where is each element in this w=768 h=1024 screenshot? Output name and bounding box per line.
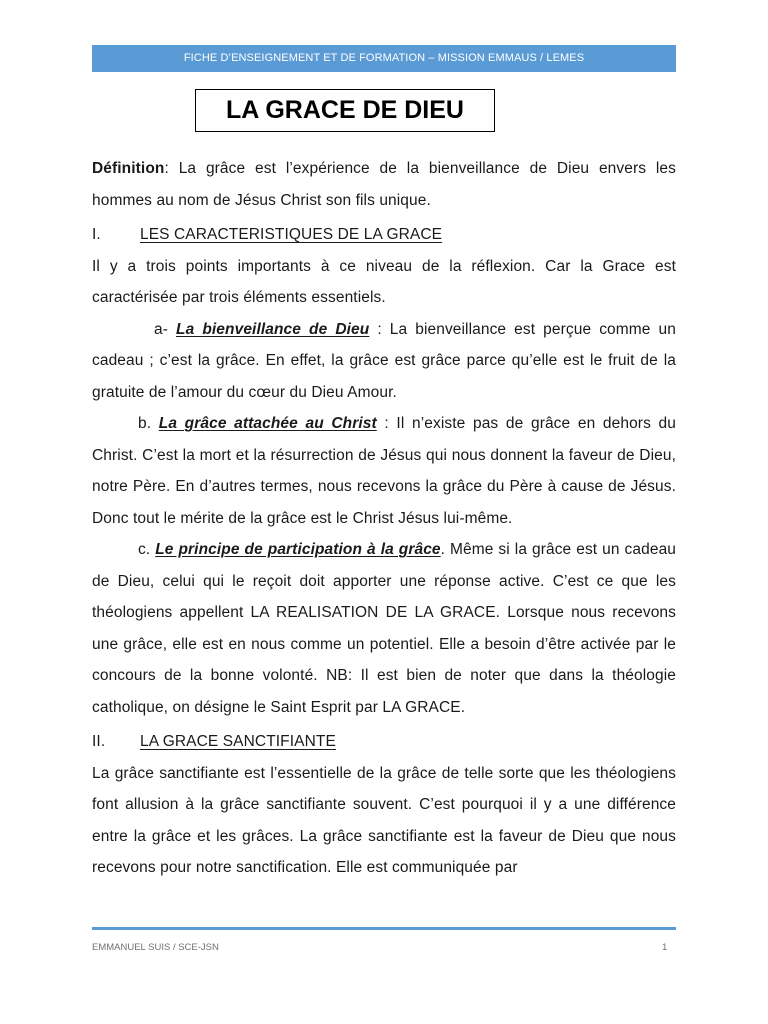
item-c-paragraph <box>92 534 676 723</box>
item-b-text: : Il n’existe pas de grâce en dehors du Christ. C’est la mort et la résurrection de Jésus qui nous donnent la faveur de Dieu, notre Père. En d’autres termes, nous recevons la grâce du Père à cause de Jésus. Donc tout le mérite de la grâce est le Christ Jésus lui-même. <box>92 415 676 527</box>
footer-divider <box>92 927 676 930</box>
item-a-text: : La bienveillance est perçue comme un cadeau ; c’est la grâce. En effet, la grâce est grâce parce qu’elle est le fruit de la gratuite de l’amour du cœur du Dieu Amour. <box>92 320 676 401</box>
section-number-2: II. <box>92 733 106 750</box>
page-number: 1 <box>662 942 668 953</box>
item-a-marker: a- <box>154 320 168 338</box>
definition-paragraph <box>92 153 676 216</box>
definition-text: : La grâce est l’expérience de la bienveillance de Dieu envers les hommes au nom de Jésus Christ son fils unique. <box>92 160 676 209</box>
section-intro-1: Il y a trois points importants à ce niveau de la réflexion. Car la Grace est caractérisée par trois éléments essentiels. <box>92 257 676 306</box>
footer-author: EMMANUEL SUIS / SCE-JSN <box>92 942 219 953</box>
item-b-marker: b. <box>138 415 152 432</box>
section-heading-2 <box>92 726 676 758</box>
document-body <box>92 153 676 884</box>
item-c-marker: c. <box>138 541 151 558</box>
item-a-paragraph <box>92 314 676 409</box>
section-number-1: I. <box>92 226 101 243</box>
section-heading-1 <box>92 219 676 251</box>
item-a-lead: La bienveillance de Dieu <box>176 320 370 338</box>
page-title: LA GRACE DE DIEU <box>195 89 495 132</box>
item-c-lead: Le principe de participation à la grâce <box>155 541 441 558</box>
item-b-paragraph <box>92 408 676 534</box>
section-text-2: La grâce sanctifiante est l’essentielle de la grâce de telle sorte que les théologiens font allusion à la grâce sanctifiante souvent. C’est pourquoi il y a une différence entre la grâce et les grâces. La grâce sanctifiante est la faveur de Dieu que nous recevons pour notre sanctification. Elle est communiquée par <box>92 764 676 876</box>
definition-label: Définition <box>92 160 165 177</box>
header-banner: FICHE D’ENSEIGNEMENT ET DE FORMATION – MISSION EMMAUS / LEMES <box>92 45 676 72</box>
item-c-text: . Même si la grâce est un cadeau de Dieu, celui qui le reçoit doit apporter une réponse active. C’est ce que les théologiens appellent LA REALISATION DE LA GRACE. Lorsque nous recevons une grâce, elle est en nous comme un potentiel. Elle a besoin d’être activée par le concours de la bonne volonté. NB: Il est bien de noter que dans la théologie catholique, on désigne le Saint Esprit par LA GRACE. <box>92 541 677 716</box>
section-title-1: LES CARACTERISTIQUES DE LA GRACE <box>140 226 443 243</box>
section-title-2: LA GRACE SANCTIFIANTE <box>140 733 336 750</box>
item-b-lead: La grâce attachée au Christ <box>158 415 377 432</box>
